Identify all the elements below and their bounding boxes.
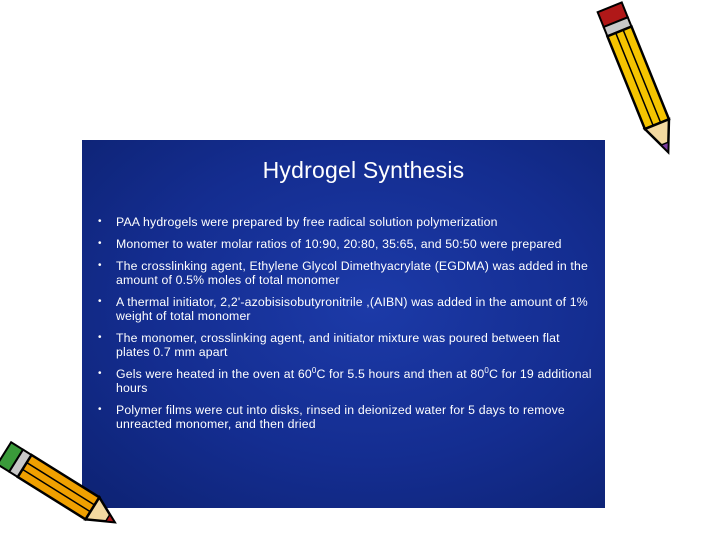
bullet-dot: • xyxy=(98,404,102,415)
bullet-text: Polymer films were cut into disks, rinsed in deionized water for 5 days to remove unreacted monomer, and then dried xyxy=(116,403,565,431)
bullet-item-1 xyxy=(96,215,596,229)
bullet-text: A thermal initiator, 2,2'-azobisisobutyronitrile ,(AIBN) was added in the amount of 1% weight of total monomer xyxy=(116,295,588,323)
bullet-text: The monomer, crosslinking agent, and initiator mixture was poured between flat plates 0.7 mm apart xyxy=(116,331,560,359)
bullet-list xyxy=(96,215,596,439)
bullet-dot: • xyxy=(98,216,102,227)
bullet-item-6 xyxy=(96,367,596,395)
bullet-item-5 xyxy=(96,331,596,359)
bullet-text: Monomer to water molar ratios of 10:90, 20:80, 35:65, and 50:50 were prepared xyxy=(116,237,562,251)
slide-title: Hydrogel Synthesis xyxy=(262,157,465,183)
bullet-dot: • xyxy=(98,260,102,271)
bullet-dot: • xyxy=(98,296,102,307)
bullet-item-4 xyxy=(96,295,596,323)
degree-superscript: 0 xyxy=(311,365,317,375)
bullet-item-7 xyxy=(96,403,596,431)
bullet-text-part: Gels were heated in the oven at 60 xyxy=(116,367,312,381)
bullet-item-3 xyxy=(96,259,596,287)
bullet-text-part: C for 5.5 hours and then at 80 xyxy=(316,367,485,381)
bullet-dot: • xyxy=(98,368,102,379)
pencil-icon xyxy=(0,428,120,540)
bullet-text: PAA hydrogels were prepared by free radical solution polymerization xyxy=(116,215,498,229)
bullet-text: The crosslinking agent, Ethylene Glycol Dimethyacrylate (EGDMA) was added in the amount of 0.5% moles of total monomer xyxy=(116,259,588,287)
bullet-dot: • xyxy=(98,332,102,343)
bullet-text-part: C for 19 additional hours xyxy=(116,367,592,395)
slide-panel xyxy=(82,140,605,508)
degree-superscript: 0 xyxy=(484,365,489,375)
pencil-icon xyxy=(596,0,680,165)
bullet-item-2 xyxy=(96,237,596,251)
bullet-dot: • xyxy=(98,238,102,249)
